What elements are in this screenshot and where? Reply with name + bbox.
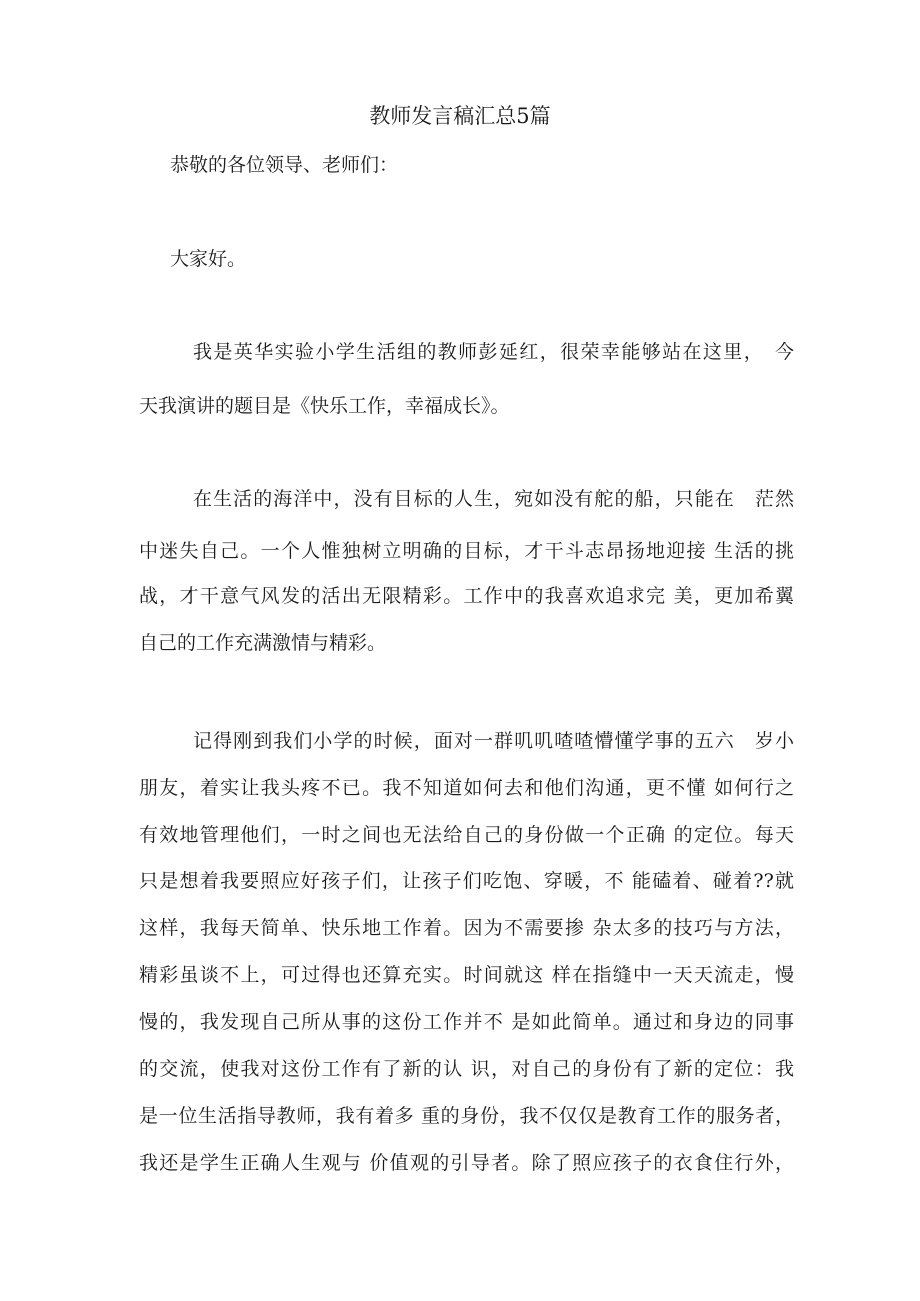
- paragraph-line: 中迷失自己。一个人惟独树立明确的目标，才干斗志昂扬地迎接 生活的挑: [139, 540, 794, 562]
- paragraph-line: 有效地管理他们，一时之间也无法给自己的身份做一个正确 的定位。每天: [139, 824, 794, 846]
- paragraph-line: 自己的工作充满激情与精彩。: [139, 632, 387, 654]
- paragraph-line: 战，才干意气风发的活出无限精彩。工作中的我喜欢追求完 美，更加希翼: [139, 585, 794, 607]
- greeting-line: 恭敬的各位领导、老师们：: [170, 154, 399, 176]
- paragraph-line: 记得刚到我们小学的时候，面对一群叽叽喳喳懵懂学事的五六 岁小: [193, 730, 794, 752]
- paragraph-line: 朋友，着实让我头疼不已。我不知道如何去和他们沟通，更不懂 如何行之: [139, 777, 794, 799]
- paragraph-line: 在生活的海洋中，没有目标的人生，宛如没有舵的船，只能在 茫然: [193, 488, 794, 510]
- paragraph-line: 慢的，我发现自己所从事的这份工作并不 是如此简单。通过和身边的同事: [139, 1011, 794, 1033]
- paragraph-line: 的交流，使我对这份工作有了新的认 识，对自己的身份有了新的定位：我: [139, 1058, 794, 1080]
- paragraph-line: 我是英华实验小学生活组的教师彭延红，很荣幸能够站在这里， 今: [193, 341, 794, 363]
- document-title: 教师发言稿汇总5篇: [369, 104, 551, 128]
- paragraph-line: 是一位生活指导教师，我有着多 重的身份，我不仅仅是教育工作的服务者，: [139, 1105, 794, 1127]
- paragraph-line: 天我演讲的题目是《快乐工作，幸福成长》。: [139, 395, 510, 417]
- paragraph-line: 精彩虽谈不上，可过得也还算充实。时间就这 样在指缝中一天天流走，慢: [139, 964, 794, 986]
- paragraph-line: 这样，我每天简单、快乐地工作着。因为不需要掺 杂太多的技巧与方法，: [139, 917, 794, 939]
- paragraph-line: 只是想着我要照应好孩子们，让孩子们吃饱、穿暖，不 能磕着、碰着??就: [139, 870, 794, 892]
- hello-line: 大家好。: [170, 248, 247, 270]
- paragraph-line: 我还是学生正确人生观与 价值观的引导者。除了照应孩子的衣食住行外，: [139, 1152, 794, 1174]
